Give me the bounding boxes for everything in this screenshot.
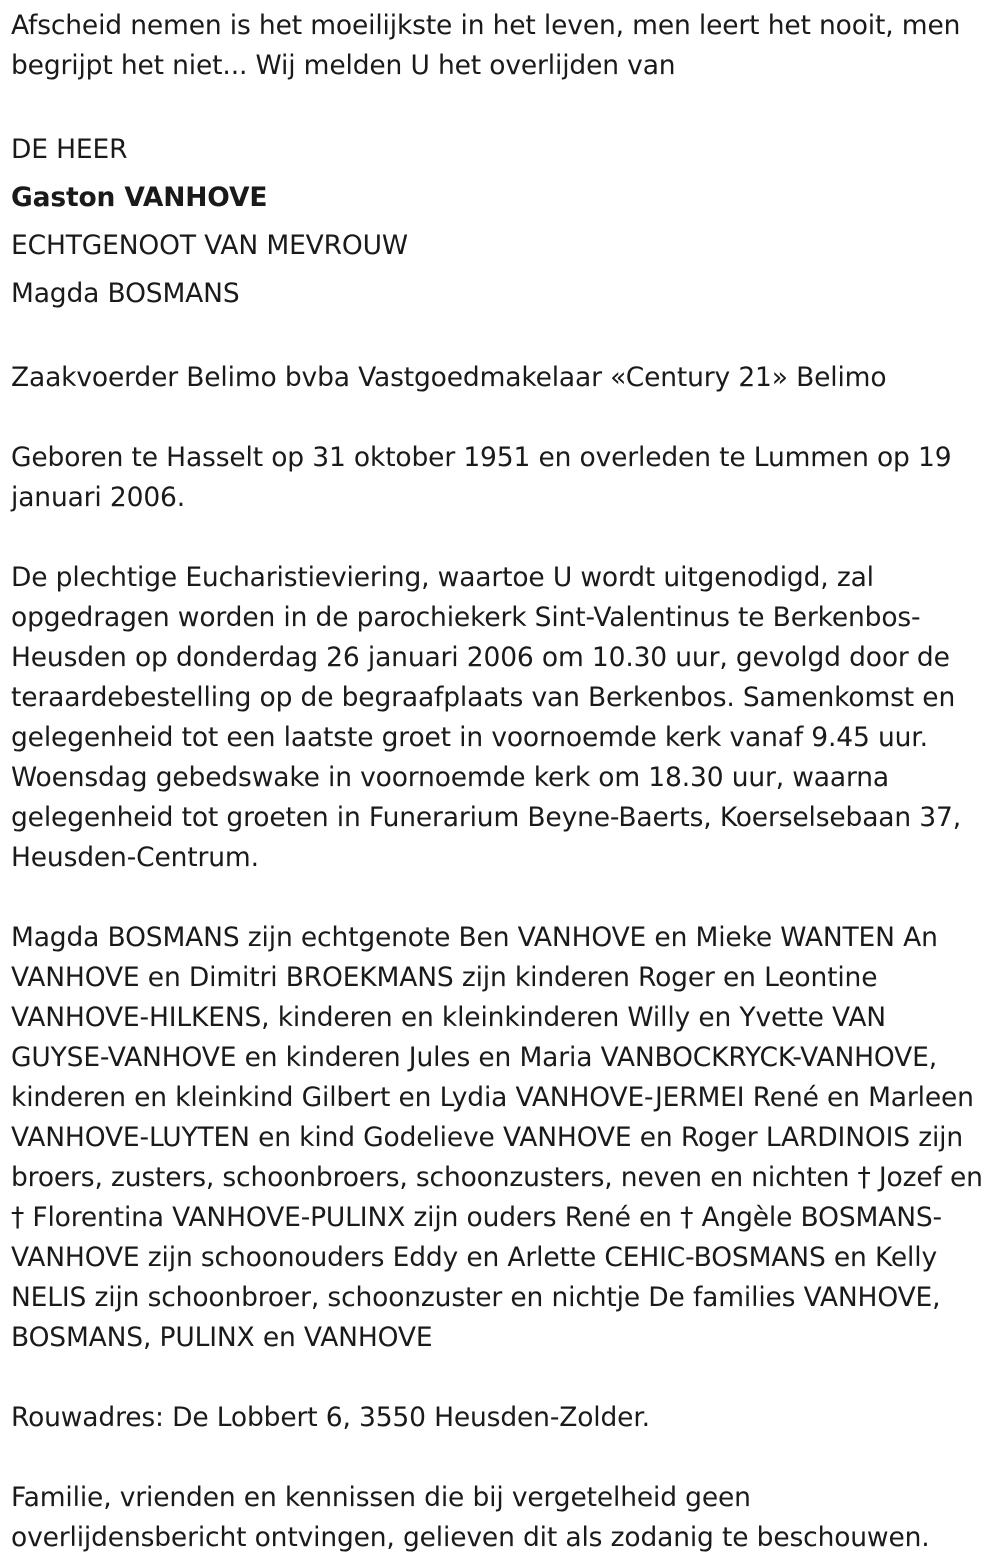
title-line: DE HEER (11, 134, 128, 165)
occupation-paragraph: Zaakvoerder Belimo bvba Vastgoedmakelaar «Century 21» Belimo (11, 362, 887, 393)
intro-paragraph: Afscheid nemen is het moeilijkste in het leven, men leert het nooit, men begrijpt het niet... Wij melden U het overlijden van (11, 10, 961, 81)
deceased-name: Gaston VANHOVE (11, 182, 268, 213)
spouse-label: ECHTGENOOT VAN MEVROUW (11, 230, 408, 261)
closing-paragraph: Familie, vrienden en kennissen die bij vergetelheid geen overlijdensbericht ontvingen, gelieven dit als zodanig te beschouwen. (11, 1482, 930, 1553)
family-paragraph: Magda BOSMANS zijn echtgenote Ben VANHOVE en Mieke WANTEN An VANHOVE en Dimitri BROEKMANS zijn kinderen Roger en Leontine VANHOVE-HILKENS, kinderen en kleinkinderen Willy en Yvette VAN GUYSE-VANHOVE en kinderen Jules en Maria VANBOCKRYCK-VANHOVE, kinderen en kleinkind Gilbert en Lydia VANHOVE-JERMEI René en Marleen VANHOVE-LUYTEN en kind Godelieve VANHOVE en Roger LARDINOIS zijn broers, zusters, schoonbroers, schoonzusters, neven en nichten † Jozef en † Florentina VANHOVE-PULINX zijn ouders René en † Angèle BOSMANS-VANHOVE zijn schoonouders Eddy en Arlette CEHIC-BOSMANS en Kelly NELIS zijn schoonbroer, schoonzuster en nichtje De families VANHOVE, BOSMANS, PULINX en VANHOVE (11, 922, 983, 1353)
spouse-name: Magda BOSMANS (11, 278, 240, 309)
ceremony-paragraph: De plechtige Eucharistieviering, waartoe U wordt uitgenodigd, zal opgedragen worden in de parochiekerk Sint-Valentinus te Berkenbos-Heusden op donderdag 26 januari 2006 om 10.30 uur, gevolgd door de teraardebestelling op de begraafplaats van Berkenbos. Samenkomst en gelegenheid tot een laatste groet in voornoemde kerk vanaf 9.45 uur. Woensdag gebedswake in voornoemde kerk om 18.30 uur, waarna gelegenheid tot groeten in Funerarium Beyne-Baerts, Koerselsebaan 37, Heusden-Centrum. (11, 562, 962, 873)
address-paragraph: Rouwadres: De Lobbert 6, 3550 Heusden-Zolder. (11, 1402, 650, 1433)
birth-death-paragraph: Geboren te Hasselt op 31 oktober 1951 en overleden te Lummen op 19 januari 2006. (11, 442, 952, 513)
